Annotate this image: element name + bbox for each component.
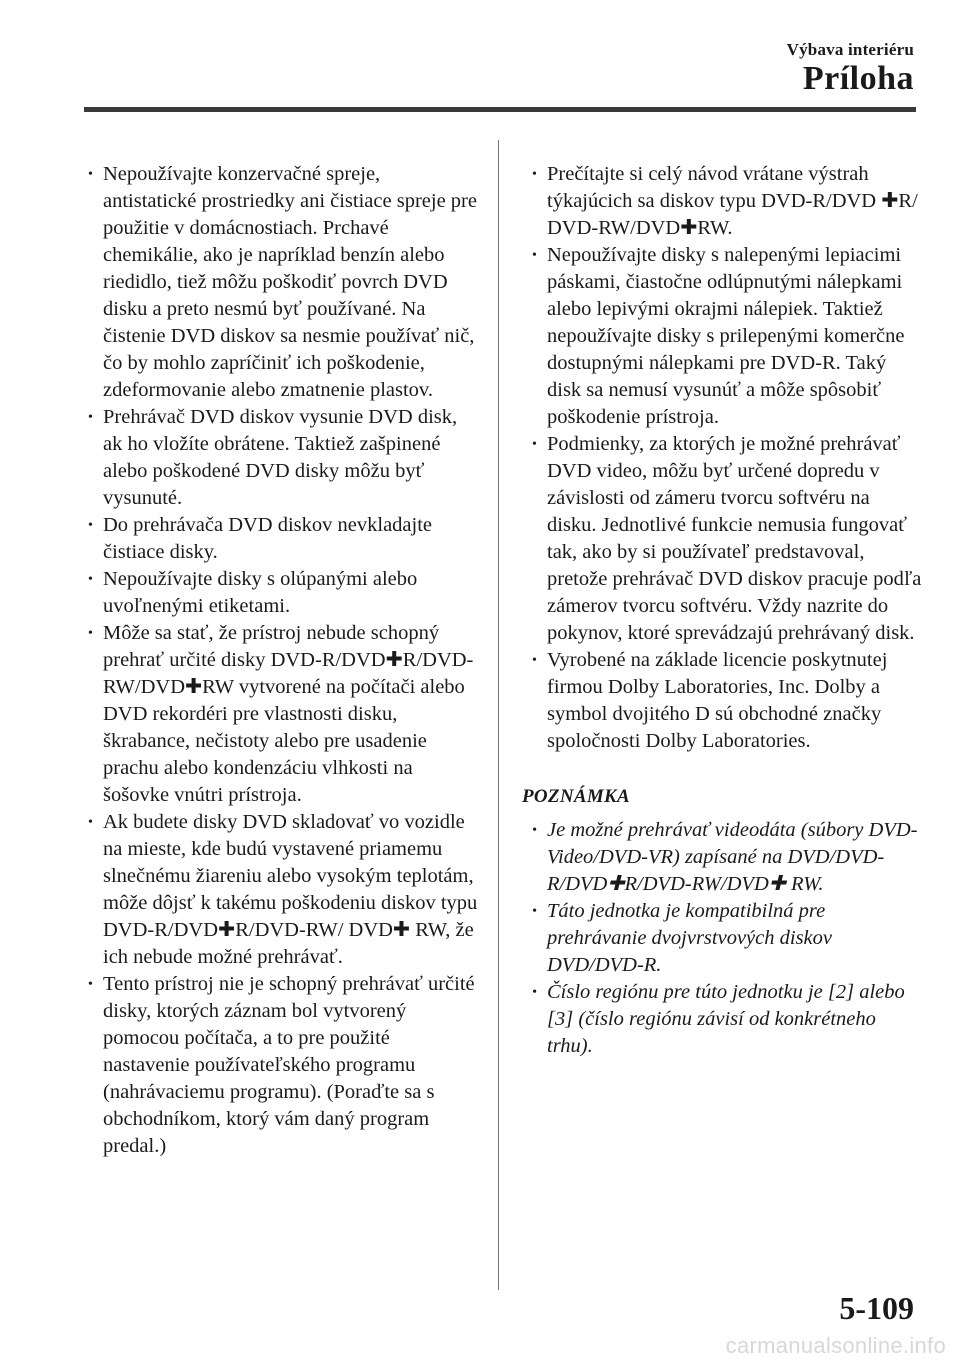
list-item-text: Nepoužívajte disky s nalepenými lepiacimi páskami, čiastočne odlúpnutými nálepkami alebo lepivými okrajmi nálepiek. Taktiež nepoužívajte disky s prilepenými komerčne dostupnými nálepkami pre DVD-R. Taký disk sa nemusí vysunúť a môže spôsobiť poškodenie prístroja.: [547, 244, 905, 428]
list-item: [86, 161, 478, 404]
bullet-icon: •: [88, 977, 93, 992]
bullet-icon: •: [88, 626, 93, 641]
right-column: [522, 161, 922, 1060]
bullet-icon: •: [532, 167, 537, 182]
note-list: [530, 817, 922, 1060]
header-rule: [84, 107, 916, 112]
bullet-icon: •: [88, 518, 93, 533]
note-item: [530, 898, 922, 979]
list-item-text: Prečítajte si celý návod vrátane výstrah týkajúcich sa diskov typu DVD-R/DVD ✚R/ DVD-RW/DVD✚RW.: [547, 163, 918, 239]
section-label: Výbava interiéru: [786, 40, 914, 59]
bullet-icon: •: [532, 653, 537, 668]
note-item: [530, 979, 922, 1060]
list-item-text: Nepoužívajte disky s olúpanými alebo uvoľnenými etiketami.: [103, 568, 418, 617]
list-item-text: Podmienky, za ktorých je možné prehrávať DVD video, môžu byť určené dopredu v závislosti od zámeru tvorcu softvéru na disku. Jednotlivé funkcie nemusia fungovať tak, ako by si používateľ predstavoval, pretože prehrávač DVD diskov pracuje podľa zámerov tvorcu softvéru. Vždy nazrite do pokynov, ktoré sprevádzajú prehrávaný disk.: [547, 433, 922, 644]
note-item-text: Číslo regiónu pre túto jednotku je [2] alebo [3] (číslo regiónu závisí od konkrétneho trhu).: [547, 981, 905, 1057]
column-divider: [498, 140, 499, 1290]
bullet-icon: •: [532, 823, 537, 838]
chapter-title: Príloha: [802, 60, 914, 97]
list-item-text: Nepoužívajte konzervačné spreje, antistatické prostriedky ani čistiace spreje pre použitie v domácnostiach. Prchavé chemikálie, ako je napríklad benzín alebo riedidlo, tiež môžu poškodiť povrch DVD disku a preto nesmú byť používané. Na čistenie DVD diskov sa nesmie používať nič, čo by mohlo zapríčiniť ich poškodenie, zdeformovanie alebo zmatnenie plastov.: [103, 163, 477, 401]
bullet-icon: •: [532, 437, 537, 452]
list-item: [86, 971, 478, 1160]
list-item-text: Do prehrávača DVD diskov nevkladajte čistiace disky.: [103, 514, 433, 563]
page-number: 5-109: [839, 1290, 914, 1326]
list-item-text: Prehrávač DVD diskov vysunie DVD disk, ak ho vložíte obrátene. Taktiež zašpinené alebo poškodené DVD disky môžu byť vysunuté.: [103, 406, 458, 509]
list-item: [530, 647, 922, 755]
note-item: [530, 817, 922, 898]
left-bullet-list: [86, 161, 478, 1160]
bullet-icon: •: [88, 572, 93, 587]
list-item: [86, 809, 478, 971]
note-heading: POZNÁMKA: [522, 786, 630, 807]
watermark: carmanualsonline.info: [725, 1333, 946, 1358]
bullet-icon: •: [532, 904, 537, 919]
list-item: [86, 404, 478, 512]
list-item: [530, 161, 922, 242]
list-item-text: Vyrobené na základe licencie poskytnutej firmou Dolby Laboratories, Inc. Dolby a symbol dvojitého D sú obchodné značky spoločnosti Dolby Laboratories.: [547, 649, 888, 752]
list-item-text: Môže sa stať, že prístroj nebude schopný prehrať určité disky DVD-R/DVD✚R/DVD-RW/DVD✚RW vytvorené na počítači alebo DVD rekordéri pre vlastnosti disku, škrabance, nečistoty alebo pre usadenie prachu alebo kondenzáciu vlhkosti na šošovke vnútri prístroja.: [103, 622, 474, 806]
note-item-text: Táto jednotka je kompatibilná pre prehrávanie dvojvrstvových diskov DVD/DVD-R.: [547, 900, 832, 976]
list-item-text: Ak budete disky DVD skladovať vo vozidle na mieste, kde budú vystavené priamemu slnečnému žiareniu alebo vysokým teplotám, môže dôjsť k takému poškodeniu diskov typu DVD-R/DVD✚R/DVD-RW/ DVD✚ RW, že ich nebude možné prehrávať.: [103, 811, 478, 968]
bullet-icon: •: [532, 985, 537, 1000]
note-item-text: Je možné prehrávať videodáta (súbory DVD-Video/DVD-VR) zapísané na DVD/DVD-R/DVD✚R/DVD-RW/DVD✚ RW.: [547, 819, 918, 895]
list-item-text: Tento prístroj nie je schopný prehrávať určité disky, ktorých záznam bol vytvorený pomocou počítača, a to pre použité nastavenie používateľského programu (nahrávaciemu programu). (Poraďte sa s obchodníkom, ktorý vám daný program predal.): [103, 973, 475, 1157]
bullet-icon: •: [532, 248, 537, 263]
list-item: [530, 431, 922, 647]
left-column: [86, 161, 478, 1160]
list-item: [86, 620, 478, 809]
list-item: [86, 566, 478, 620]
list-item: [530, 242, 922, 431]
note-box: [522, 783, 922, 1060]
list-item: [86, 512, 478, 566]
right-bullet-list: [530, 161, 922, 755]
bullet-icon: •: [88, 167, 93, 182]
bullet-icon: •: [88, 410, 93, 425]
bullet-icon: •: [88, 815, 93, 830]
